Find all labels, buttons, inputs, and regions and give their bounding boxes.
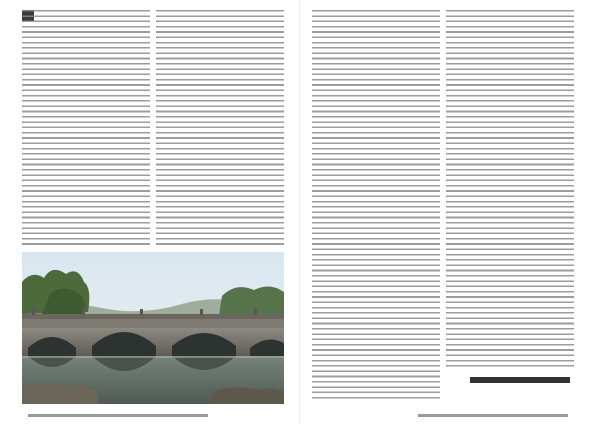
left-page-column-1 [22, 10, 150, 245]
bridge-photo-image [22, 252, 284, 404]
bridge-photo [22, 252, 284, 404]
left-page-column-2 [156, 10, 284, 245]
author-signature [470, 377, 570, 383]
right-running-footer [418, 414, 568, 417]
right-footer [312, 409, 574, 421]
left-running-footer [28, 414, 208, 417]
left-footer [22, 409, 292, 421]
page-spine [299, 0, 301, 424]
right-page-column-2 [446, 10, 574, 370]
right-page-column-1 [312, 10, 440, 402]
